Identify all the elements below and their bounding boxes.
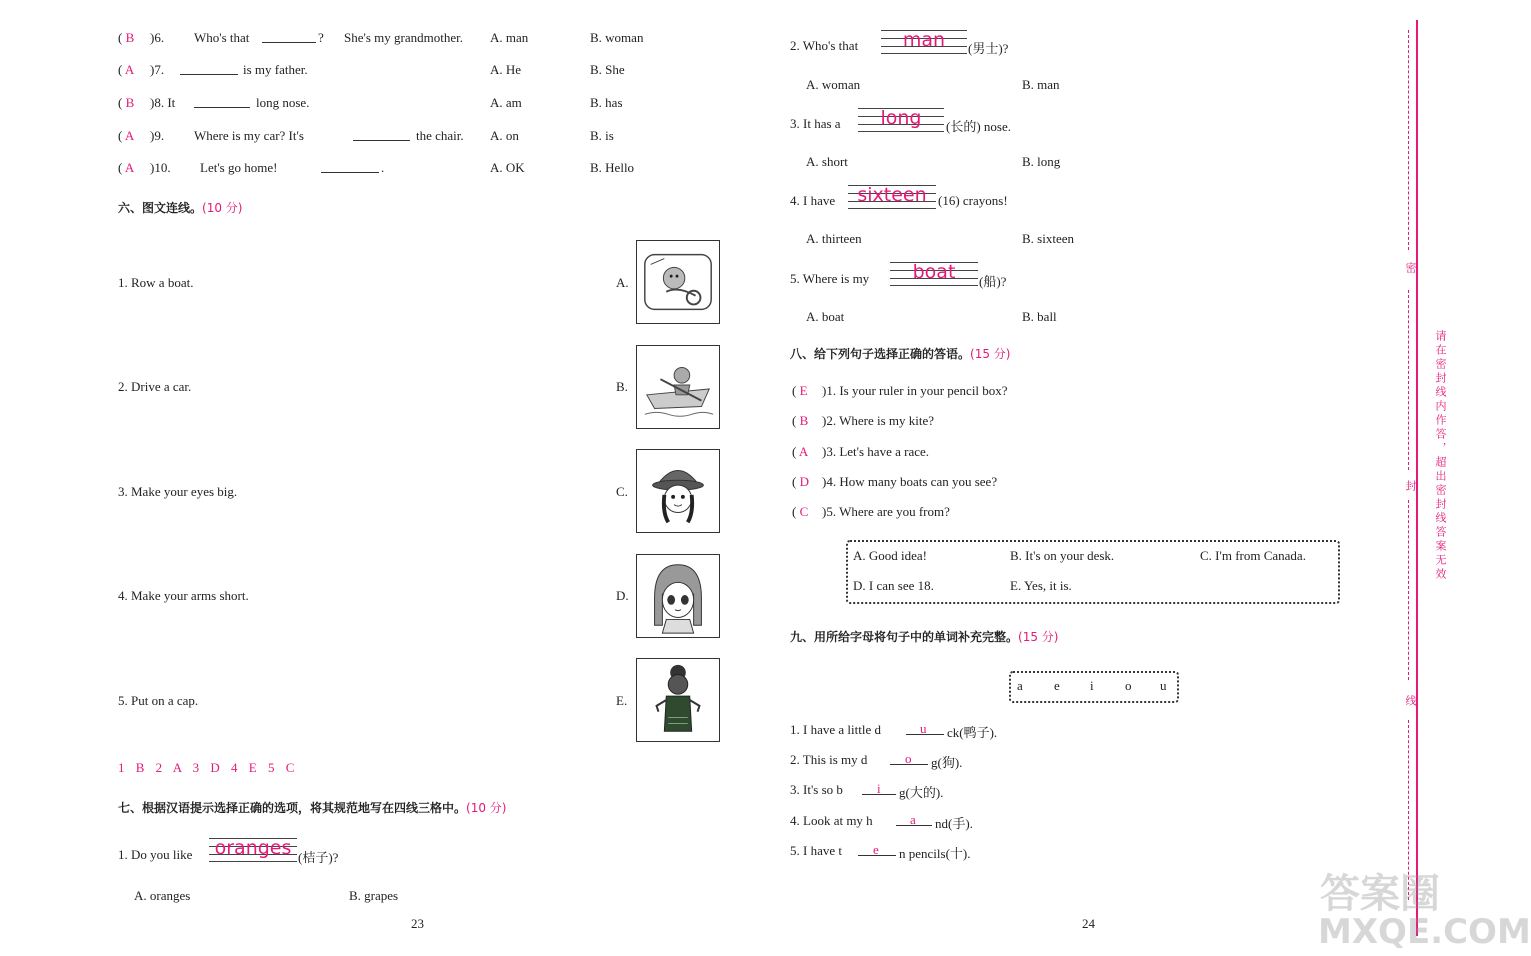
written-answer: boat (912, 261, 956, 283)
option-b: B. It's on your desk. (1010, 548, 1115, 563)
blank (180, 62, 238, 75)
four-line-grid (858, 108, 944, 132)
page-number-right: 24 (1082, 916, 1095, 931)
section-6-heading: 六、图文连线。(10 分) (118, 201, 243, 215)
blank (262, 30, 316, 43)
letter-box (1009, 671, 1179, 703)
four-line-grid (881, 30, 967, 54)
picture-label-e: E. (616, 693, 628, 708)
option-e: E. Yes, it is. (1010, 578, 1072, 593)
match-item-4: 4. Make your arms short. (118, 588, 249, 603)
written-answer: man (902, 29, 946, 51)
match-item-3: 3. Make your eyes big. (118, 484, 238, 499)
answer-mark: E (799, 383, 808, 398)
four-line-grid (209, 838, 297, 862)
blank (353, 128, 410, 141)
answer-mark: A (124, 160, 135, 175)
picture-label-d: D. (616, 588, 629, 603)
picture-drive-car (636, 240, 720, 324)
picture-label-c: C. (616, 484, 628, 499)
page-number-left: 23 (411, 916, 424, 931)
picture-short-arms (636, 658, 720, 742)
four-line-grid (848, 185, 936, 209)
match-item-2: 2. Drive a car. (118, 379, 192, 394)
section-9-heading: 九、用所给字母将句子中的单词补充完整。(15 分) (790, 630, 1059, 644)
seal-char-top: 密 (1404, 262, 1417, 276)
match-item-1: 1. Row a boat. (118, 275, 194, 290)
blank (194, 95, 250, 108)
option-a: A. Good idea! (853, 548, 928, 563)
written-answer: long (880, 107, 922, 129)
answer-mark: C (799, 504, 809, 519)
seal-notice: 请在密封线内作答，超出密封线答案无效 (1434, 330, 1447, 582)
blank (321, 160, 379, 173)
answer-mark: B (125, 30, 135, 45)
picture-big-eyes (636, 554, 720, 638)
picture-label-a: A. (616, 275, 629, 290)
written-answer: oranges (214, 837, 292, 859)
answer-mark: A (798, 444, 809, 459)
answer-mark: D (799, 474, 809, 489)
seal-char-mid: 封 (1404, 480, 1417, 494)
answer-mark: B (125, 95, 135, 110)
option-d: D. I can see 18. (853, 578, 934, 593)
match-answer-key: 1 B 2 A 3 D 4 E 5 C (118, 760, 299, 775)
section-7-heading: 七、根据汉语提示选择正确的选项，将其规范地写在四线三格中。(10 分) (118, 801, 507, 815)
seal-char-bot: 线 (1404, 695, 1417, 709)
written-answer: sixteen (857, 184, 927, 206)
answer-mark: A (124, 128, 135, 143)
seal-line (1416, 20, 1418, 936)
answer-mark: B (799, 413, 809, 428)
picture-cap (636, 449, 720, 533)
four-line-grid (890, 262, 978, 286)
option-c: C. I'm from Canada. (1200, 548, 1306, 563)
answer-mark: A (124, 62, 135, 77)
section-8-heading: 八、给下列句子选择正确的答语。(15 分) (790, 347, 1011, 361)
picture-label-b: B. (616, 379, 628, 394)
picture-row-boat (636, 345, 720, 429)
match-item-5: 5. Put on a cap. (118, 693, 199, 708)
